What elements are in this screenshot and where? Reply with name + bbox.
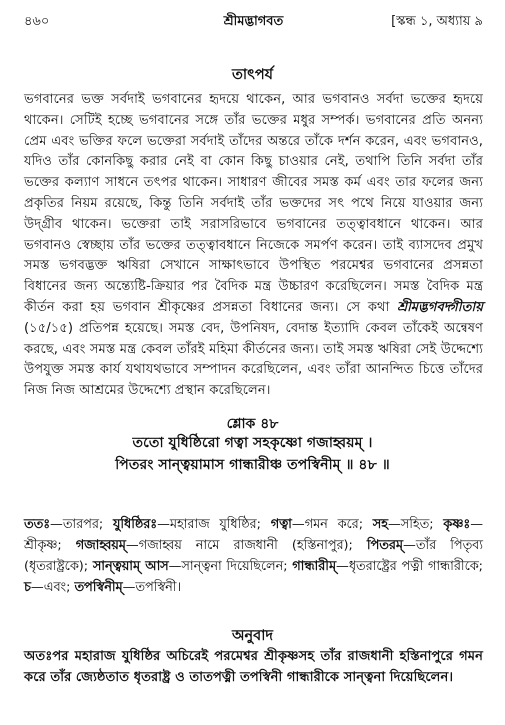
synonym-word: গান্ধারীম্ bbox=[292, 559, 337, 574]
purport-text-part2: (১৫/১৫) প্রতিপন্ন হয়েছে। সমস্ত বেদ, উপনিষদ, বেদান্ত ইত্যাদি কেবল তাঁকেই অন্বেষণ করছে, এবং সমস্ত মন্ত্র কেবল তাঁরই মহিমা কীর্তনের জন্য। তাই সমস্ত ঋষিরা সেই উদ্দেশ্যে উপযুক্ত সমস্ত কার্য যথাযথভাবে সম্পাদন করেছিলেন, এবং তাঁরা আনন্দিত চিত্তে তাঁদের নিজ নিজ আশ্রমের উদ্দেশ্যে প্রস্থান করেছিলেন। bbox=[24, 320, 483, 399]
book-title: শ্রীমদ্ভাগবত bbox=[223, 14, 284, 29]
verse-line-1: ততো যুধিষ্ঠিরো গত্বা সহকৃষ্ণো গজাহ্বয়ম্ । bbox=[132, 435, 373, 451]
synonyms-paragraph: ততঃ—তারপর; যুধিষ্ঠিরঃ—মহারাজ যুধিষ্ঠির; গত্বা—গমন করে; সহ—সহিত; কৃষ্ণঃ—শ্রীকৃষ্ণ; গজাহ্বয়ম্—গজাহ্বয় নামে রাজধানী (হস্তিনাপুর); পিতরম্—তাঁর পিতৃব্য (ধৃতরাষ্ট্রকে); সান্ত্বয়াম্ আস—সান্ত্বনা দিয়েছিলেন; গান্ধারীম্—ধৃতরাষ্ট্রের পত্নী গান্ধারীকে; চ—এবং; তপস্বিনীম্—তপস্বিনী। bbox=[24, 517, 484, 595]
verse-text bbox=[0, 432, 505, 476]
synonym-word: পিতরম্ bbox=[366, 538, 404, 553]
verse-line-2: পিতরং সান্ত্বয়ামাস গান্ধারীঞ্চ তপস্বিনীম্ ॥ ৪৮ ॥ bbox=[115, 457, 390, 473]
purport-paragraph bbox=[24, 90, 483, 402]
synonym-meaning: ধৃতরাষ্ট্রের পত্নী গান্ধারীকে; bbox=[348, 559, 483, 574]
chapter-reference: [স্কন্ধ ১, অধ্যায় ৯ bbox=[391, 14, 483, 29]
translation-text: অতঃপর মহারাজ যুধিষ্ঠির অচিরেই পরমেশ্বর শ্রীকৃষ্ণসহ তাঁর রাজধানী হস্তিনাপুরে গমন করে তাঁর জ্যেষ্ঠতাত ধৃতরাষ্ট্র ও তাতপত্নী তপস্বিনী গান্ধারীকে সান্ত্বনা দিয়েছিলেন। bbox=[24, 649, 483, 685]
synonym-word: সহ bbox=[372, 517, 388, 532]
synonym-meaning: তাঁর পিতৃব্য (ধৃতরাষ্ট্রকে); bbox=[24, 538, 484, 574]
synonym-meaning: সহিত; bbox=[400, 517, 444, 532]
synonym-word: কৃষ্ণঃ bbox=[443, 517, 471, 532]
translation-title: অনুবাদ bbox=[231, 628, 274, 644]
synonym-meaning: গমন করে; bbox=[304, 517, 373, 532]
synonym-meaning: এবং; bbox=[43, 580, 75, 595]
page-header bbox=[24, 12, 483, 34]
synonym-meaning: শ্রীকৃষ্ণ; bbox=[24, 538, 76, 553]
synonym-word: যুধিষ্ঠিরঃ bbox=[112, 517, 158, 532]
page-number: ৪৬০ bbox=[24, 14, 50, 29]
synonym-word: সান্ত্বয়াম্ আস bbox=[92, 559, 169, 574]
purport-ref-book: শ্রীমদ্ভগবদ্গীতায় bbox=[397, 299, 483, 315]
synonym-meaning: তারপর; bbox=[62, 517, 113, 532]
synonym-word: গজাহ্বয়ম্ bbox=[75, 538, 126, 553]
purport-text-part1: ভগবানের ভক্ত সর্বদাই ভগবানের হৃদয়ে থাকেন, আর ভগবানও সর্বদা ভক্তের হৃদয়ে থাকেন। সেটিই হচ্ছে ভগবানের সঙ্গে তাঁর ভক্তের মধুর সম্পর্ক। ভগবানের প্রতি অনন্য প্রেম এবং ভক্তির ফলে ভক্তেরা সর্বদাই তাঁদের অন্তরে তাঁকে দর্শন করেন, এবং ভগবানও, যদিও তাঁর কোনকিছু করার নেই বা কোন কিছু চাওয়ার নেই, তথাপি তিনি সর্বদা তাঁর ভক্তের কল্যাণ সাধনে তৎপর থাকেন। সাধারণ জীবের সমস্ত কর্ম এবং তার ফলের জন্য প্রকৃতির নিয়ম রয়েছে, কিন্তু তিনি সর্বদাই তাঁর ভক্তদের সৎ পথে নিয়ে যাওয়ার জন্য উদ্গ্রীব থাকেন। ভক্তেরা তাই সরাসরিভাবে ভগবানের তত্ত্বাবধানে থাকেন। আর ভগবানও স্বেচ্ছায় তাঁর ভক্তের তত্ত্বাবধানে নিজেকে সমর্পণ করেন। তাই ব্যাসদেব প্রমুখ সমস্ত ভগবদ্ভক্ত ঋষিরা সেখানে সাক্ষাৎভাবে উপস্থিত পরমেশ্বর ভগবানের প্রসন্নতা বিধানের জন্য অন্ত্যেষ্টি-ক্রিয়ার পর বৈদিক মন্ত্র উচ্চারণ করেছিলেন। সমস্ত বৈদিক মন্ত্র কীর্তন করা হয় ভগবান শ্রীকৃষ্ণের প্রসন্নতা বিধানের জন্য। সে কথা bbox=[24, 92, 483, 315]
synonym-meaning: গজাহ্বয় নামে রাজধানী (হস্তিনাপুর); bbox=[138, 538, 367, 553]
synonym-word: তপস্বিনীম্ bbox=[74, 580, 123, 595]
synonym-word: চ bbox=[24, 580, 31, 595]
synonym-word: গত্বা bbox=[270, 517, 292, 532]
synonym-meaning: তপস্বিনী। bbox=[135, 580, 182, 595]
synonym-word: ততঃ bbox=[24, 517, 51, 532]
verse-number: শ্লোক ৪৮ bbox=[226, 416, 279, 432]
purport-title: তাৎপর্য bbox=[231, 67, 274, 83]
synonym-meaning: মহারাজ যুধিষ্ঠির; bbox=[169, 517, 271, 532]
synonym-meaning: সান্ত্বনা দিয়েছিলেন; bbox=[181, 559, 293, 574]
